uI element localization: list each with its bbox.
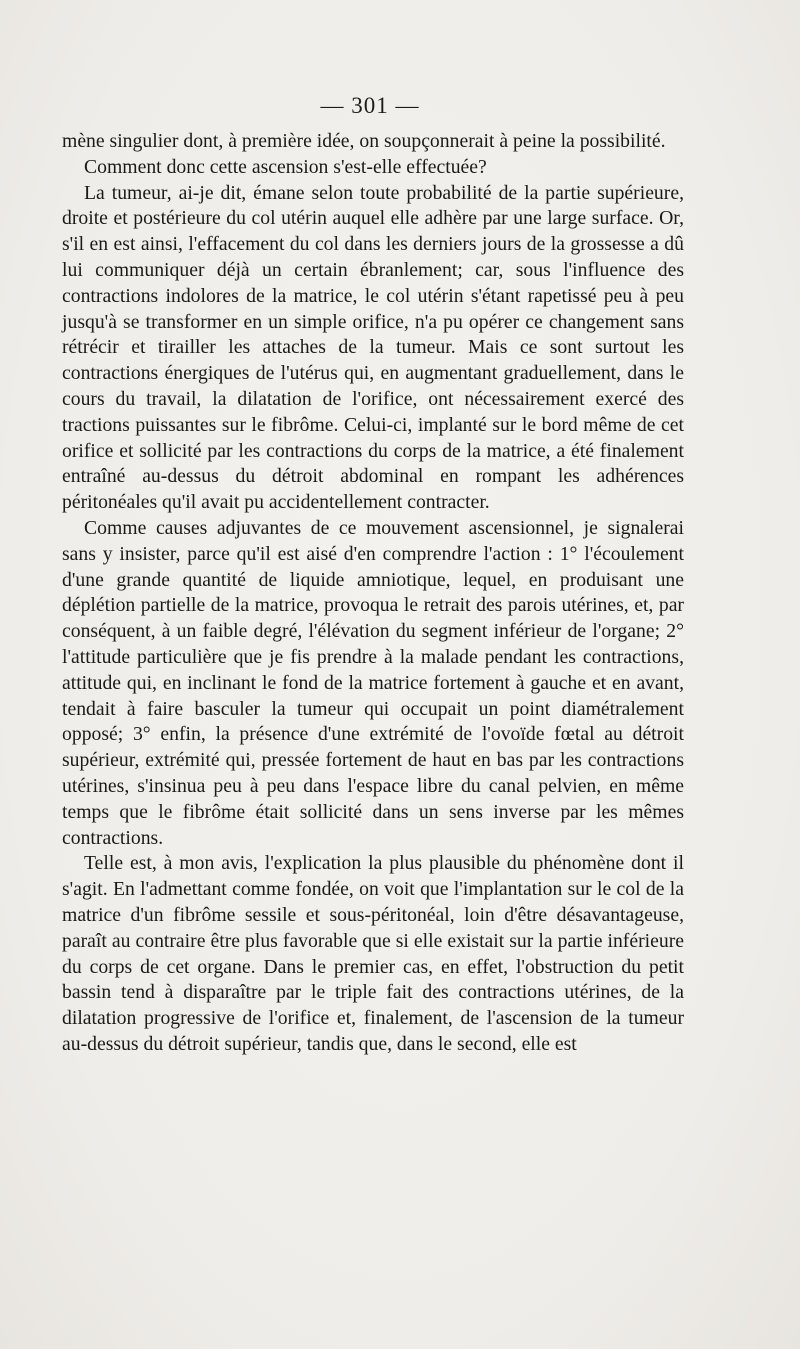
paragraph: Comme causes adjuvantes de ce mouvement ascensionnel, je signalerai sans y insister, parce qu'il est aisé d'en comprendre l'action : 1° l'écoulement d'une grande quantité de liquide amniotique, lequel, en produisant une déplétion partielle de la matrice, provoqua le retrait des parois utérines, et, par conséquent, à un faible degré, l'élévation du segment inférieur de l'organe; 2° l'attitude particulière que je fis prendre à la malade pendant les contractions, attitude qui, en inclinant le fond de la matrice fortement à gauche et en avant, tendait à faire basculer la tumeur qui occupait un point diamétralement opposé; 3° enfin, la présence d'une extrémité de l'ovoïde fœtal au détroit supérieur, extrémité qui, pressée fortement de haut en bas par les contractions utérines, s'insinua peu à peu dans l'espace libre du canal pelvien, en même temps que le fibrôme était sollicité dans un sens inverse par les mêmes contractions. — [62, 516, 684, 849]
paragraph: Comment donc cette ascension s'est-elle effectuée? — [84, 155, 487, 178]
body-text — [62, 129, 684, 1058]
paragraph: La tumeur, ai-je dit, émane selon toute probabilité de la partie supérieure, droite et postérieure du col utérin auquel elle adhère par une large surface. Or, s'il en est ainsi, l'effacement du col dans les derniers jours de la grossesse a dû lui communiquer déjà un certain ébranlement; car, sous l'influence des contractions indolores de la matrice, le col utérin s'étant rapetissé peu à peu jusqu'à se transformer en un simple orifice, n'a pu opérer ce changement sans rétrécir et tirailler les attaches de la tumeur. Mais ce sont surtout les contractions énergiques de l'utérus qui, en augmentant graduellement, dans le cours du travail, la dilatation de l'orifice, ont nécessairement exercé des tractions puissantes sur le fibrôme. Celui-ci, implanté sur le bord même de cet orifice et sollicité par les contractions du corps de la matrice, a été finalement entraîné au-dessus du détroit abdominal en rompant les adhérences péritonéales qu'il avait pu accidentellement contracter. — [62, 181, 684, 514]
paragraph: Telle est, à mon avis, l'explication la plus plausible du phénomène dont il s'agit. En l'admettant comme fondée, on voit que l'implantation sur le col de la matrice d'un fibrôme sessile et sous-péritonéal, loin d'être désavantageuse, paraît au contraire être plus favorable que si elle existait sur la partie inférieure du corps de cet organe. Dans le premier cas, en effet, l'obstruction du petit bassin tend à disparaître par le triple fait des contractions utérines, de la dilatation progressive de l'orifice et, finalement, de l'ascension de la tumeur au-dessus du détroit supérieur, tandis que, dans le second, elle est — [62, 852, 684, 1055]
page-number: — 301 — — [320, 93, 420, 118]
paragraph-continuation: mène singulier dont, à première idée, on soupçonnerait à peine la possibilité. — [62, 130, 666, 152]
